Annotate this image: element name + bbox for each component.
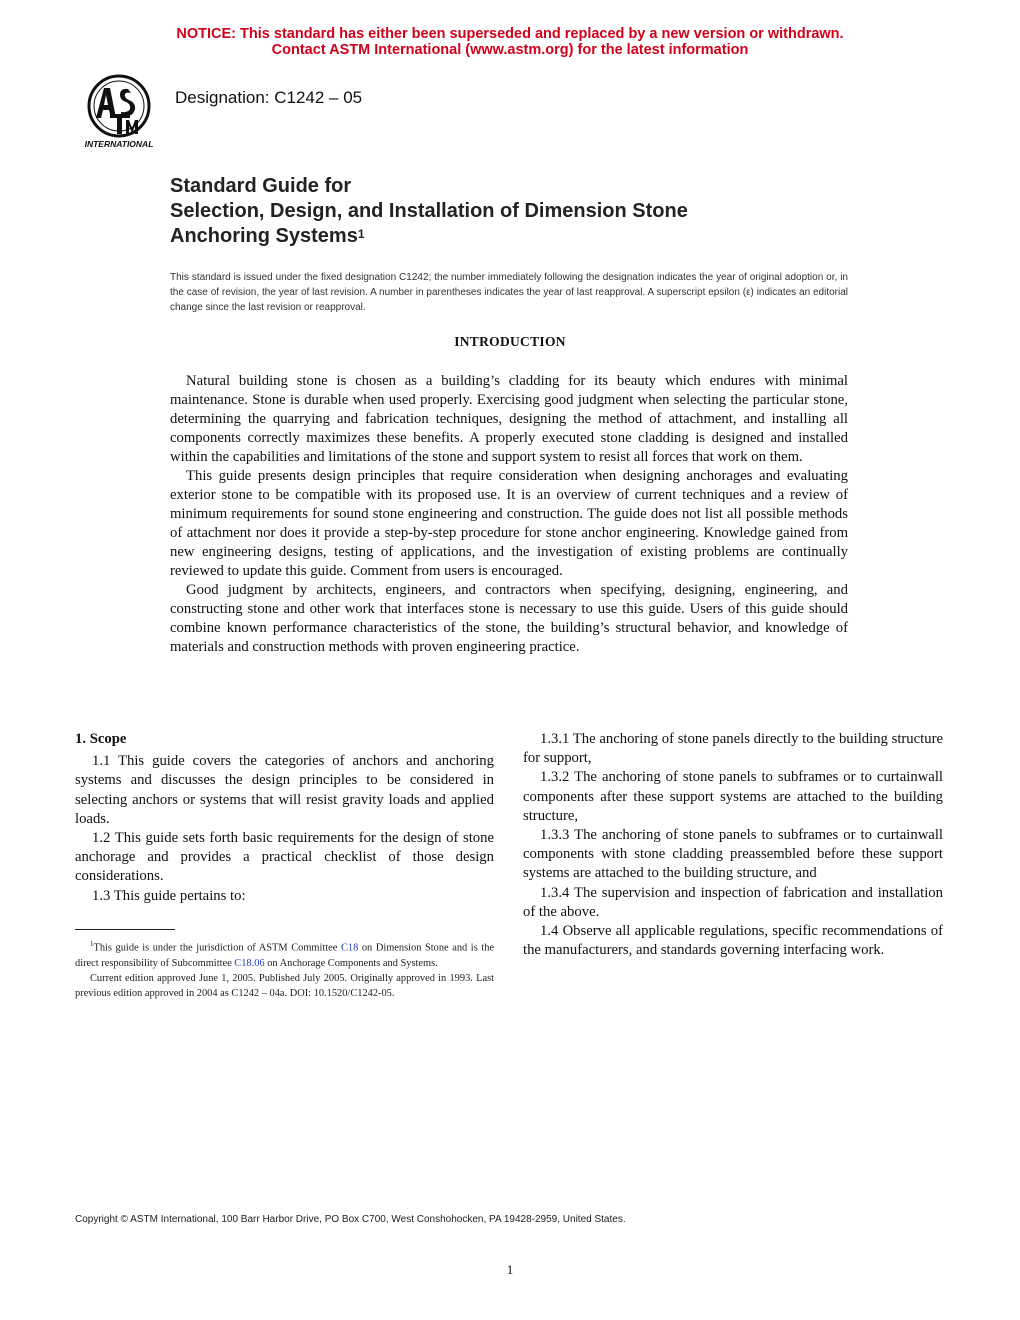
document-title — [170, 174, 688, 249]
scope-paragraph: 1.2 This guide sets forth basic requirements for the design of stone anchorage and provides a practical checklist of those design considerations. — [75, 830, 494, 885]
title-line-3 — [170, 224, 688, 249]
footnote-edition: Current edition approved June 1, 2005. Published July 2005. Originally approved in 1993. Last previous edition approved in 2004 as C1242 – 04a. DOI: 10.1520/C1242-05. — [75, 972, 494, 1000]
footnote-text: This guide is under the jurisdiction of ASTM Committee — [93, 942, 341, 954]
intro-paragraph: Good judgment by architects, engineers, and contractors when specifying, designing, engineering, and constructing stone and other work that interfaces stone is necessary to use this guide. Users of this guide should combine known performance characteristics of the stone, the building’s structural behavior, and knowledge of materials and construction methods with proven engineering practice. — [170, 582, 848, 655]
footnotes — [75, 937, 494, 1001]
designation: Designation: C1242 – 05 — [175, 88, 363, 107]
astm-logo — [76, 72, 162, 150]
designation-note: This standard is issued under the fixed designation C1242; the number immediately following the designation indicates the year of original adoption or, in the case of revision, the year of last revision. A number in parentheses indicates the year of last reapproval. A superscript epsilon (ε) indicates an editorial change since the last revision or reapproval. — [170, 272, 848, 313]
scope-paragraph: 1.1 This guide covers the categories of anchors and anchoring systems and discusses the design principles to be considered in selecting anchors or systems that will resist gravity loads and applied loads. — [75, 753, 494, 827]
notice-line-2: Contact ASTM International (www.astm.org) for the latest information — [271, 42, 749, 58]
scope-paragraph: 1.3.1 The anchoring of stone panels directly to the building structure for support, — [523, 731, 943, 767]
introduction-heading: INTRODUCTION — [454, 334, 566, 349]
page-number: 1 — [506, 1262, 514, 1277]
footnote-mark: 1 — [90, 940, 94, 948]
right-column — [523, 730, 943, 960]
scope-paragraph: 1.3.3 The anchoring of stone panels to subframes or to curtainwall components with stone cladding preassembled before these support systems are attached to the building structure, and — [523, 827, 943, 882]
title-line-3-text: Anchoring Systems — [170, 225, 358, 247]
footnote-divider — [75, 929, 175, 930]
astm-logo-icon — [76, 72, 162, 150]
copyright: Copyright © ASTM International, 100 Barr Harbor Drive, PO Box C700, West Conshohocken, PA 19428-2959, United States. — [75, 1214, 626, 1225]
footnote-text: on Anchorage Components and Systems. — [264, 957, 438, 969]
scope-paragraph: 1.3.2 The anchoring of stone panels to subframes or to curtainwall components after these support systems are attached to the building structure, — [523, 769, 943, 824]
scope-heading: 1. Scope — [75, 731, 127, 747]
withdrawn-notice — [0, 26, 1020, 58]
scope-paragraph: 1.3.4 The supervision and inspection of fabrication and installation of the above. — [523, 884, 943, 920]
committee-c18-link[interactable]: C18 — [340, 942, 359, 954]
logo-label: INTERNATIONAL — [84, 139, 154, 149]
scope-paragraph: 1.4 Observe all applicable regulations, specific recommendations of the manufacturers, and standards governing interfacing work. — [523, 923, 943, 959]
scope-paragraph: 1.3 This guide pertains to: — [92, 887, 246, 904]
left-column — [75, 730, 494, 906]
title-line-1: Standard Guide for — [170, 175, 352, 197]
notice-line-1: NOTICE: This standard has either been superseded and replaced by a new version or withdrawn. — [176, 26, 844, 42]
title-footnote-mark: 1 — [357, 227, 365, 241]
intro-paragraph: This guide presents design principles that require consideration when designing anchorages and evaluating exterior stone to be compatible with its proposed use. It is an overview of current techniques and a review of minimum requirements for sound stone engineering and construction. The guide does not list all possible methods of attachment nor does it provide a step-by-step procedure for stone anchor engineering. Knowledge gained from new engineering designs, testing of applications, and the investigation of existing problems are continually reviewed to update this guide. Comment from users is encouraged. — [170, 468, 848, 579]
subcommittee-c18-06-link[interactable]: C18.06 — [234, 957, 265, 969]
title-line-2: Selection, Design, and Installation of Dimension Stone — [170, 200, 688, 222]
intro-paragraph: Natural building stone is chosen as a building’s cladding for its beauty which endures with minimal maintenance. Stone is durable when used properly. Exercising good judgment when selecting the particular stone, determining the quarrying and fabrication techniques, designing the method of attachment, and installing all components correctly maximizes these benefits. A properly executed stone cladding is designed and installed within the capabilities and limitations of the stone and support system to resist all forces that work on them. — [170, 373, 848, 465]
introduction-body — [170, 372, 848, 657]
footnote-1 — [75, 937, 494, 971]
footnote-text: on Dimension Stone and is the direct responsibility of Subcommittee — [75, 942, 494, 969]
